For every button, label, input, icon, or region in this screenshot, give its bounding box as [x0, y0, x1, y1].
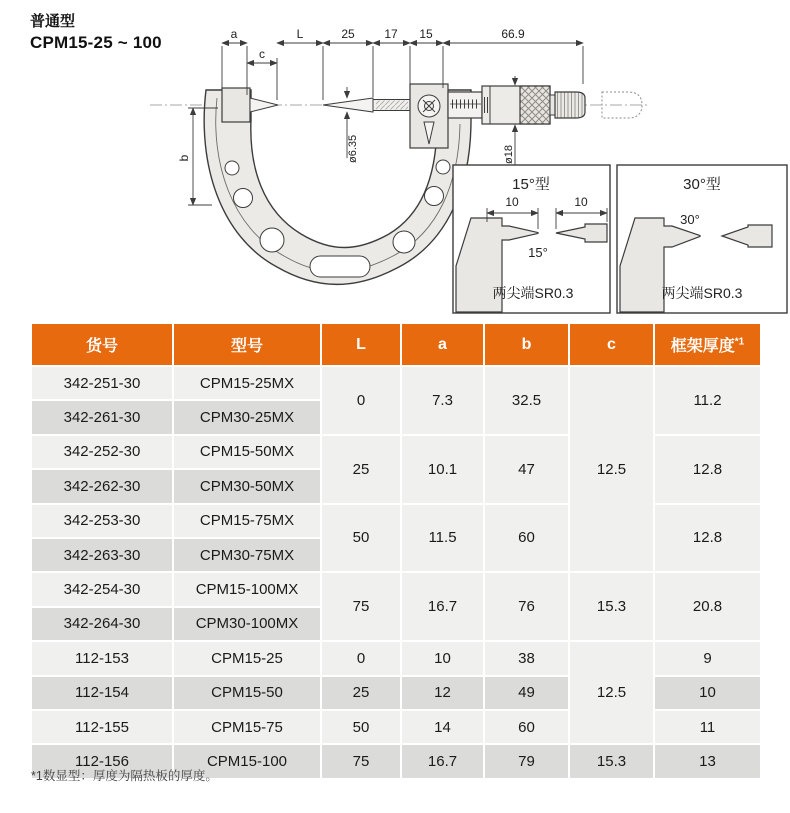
detail15-angle: 15°: [528, 245, 548, 260]
thimble-knurl: [520, 86, 550, 124]
frame-hole: [260, 228, 284, 252]
cell-dim-c: 15.3: [569, 572, 654, 641]
cell-part-no: 112-153: [31, 641, 173, 675]
cell-dim-b: 60: [484, 504, 569, 573]
cell-dim-l: 75: [321, 572, 401, 641]
col-header-part-no: 货号: [31, 323, 173, 366]
cell-model: CPM15-50MX: [173, 435, 321, 469]
ratchet-neck: [550, 95, 555, 115]
cell-model: CPM30-75MX: [173, 538, 321, 572]
col-header-dim-a: a: [401, 323, 484, 366]
frame-hole: [436, 160, 450, 174]
detail30-note: 两尖端SR0.3: [661, 285, 743, 301]
table-row: [31, 641, 761, 675]
cell-dim-b: 32.5: [484, 366, 569, 435]
cell-dim-b: 38: [484, 641, 569, 675]
cell-part-no: 342-263-30: [31, 538, 173, 572]
dim-17-label: 17: [384, 27, 398, 41]
frame-thickness-superscript: *1: [734, 336, 745, 348]
cell-part-no: 342-261-30: [31, 400, 173, 434]
spec-table-head: [31, 323, 761, 366]
detail15-dim-left: 10: [505, 195, 519, 209]
col-header-dim-c: c: [569, 323, 654, 366]
ratchet-knob: [555, 92, 585, 118]
cell-frame-thickness: 11.2: [654, 366, 761, 435]
cell-frame-thickness: 20.8: [654, 572, 761, 641]
cell-model: CPM15-25MX: [173, 366, 321, 400]
cell-dim-l: 50: [321, 504, 401, 573]
cell-dim-b: 76: [484, 572, 569, 641]
cell-model: CPM15-75MX: [173, 504, 321, 538]
micrometer-diagram: [0, 0, 790, 325]
cell-model: CPM30-50MX: [173, 469, 321, 503]
dim-66-9-label: 66.9: [501, 27, 525, 41]
cell-dim-l: 25: [321, 435, 401, 504]
anvil-point: [250, 98, 278, 112]
frame-hole: [393, 231, 415, 253]
dia-6-35-label: ø6.35: [347, 134, 359, 163]
detail15-title: 15°型: [512, 176, 550, 193]
detail30-title: 30°型: [683, 176, 721, 193]
dim-25-label: 25: [341, 27, 355, 41]
cell-dim-l: 50: [321, 710, 401, 744]
spec-table-body: [31, 366, 761, 779]
cell-dim-l: 0: [321, 641, 401, 675]
detail15-dim-right: 10: [574, 195, 588, 209]
cell-part-no: 342-262-30: [31, 469, 173, 503]
dim-a-label: a: [230, 27, 238, 41]
detail-box-15: [453, 165, 610, 313]
detail-box-30: [617, 165, 787, 313]
cell-part-no: 112-154: [31, 676, 173, 710]
cell-model: CPM15-50: [173, 676, 321, 710]
cell-frame-thickness: 12.8: [654, 435, 761, 504]
frame-slot: [310, 256, 370, 277]
cell-part-no: 342-251-30: [31, 366, 173, 400]
cell-model: CPM15-100MX: [173, 572, 321, 606]
col-header-dim-l: L: [321, 323, 401, 366]
spindle-rod-hatch: [376, 101, 408, 110]
cell-dim-l: 75: [321, 744, 401, 778]
frame-hole: [225, 161, 239, 175]
cell-model: CPM30-25MX: [173, 400, 321, 434]
col-header-model: 型号: [173, 323, 321, 366]
anvil-block: [222, 88, 250, 122]
cell-part-no: 342-252-30: [31, 435, 173, 469]
frame-hole: [234, 189, 253, 208]
cell-part-no: 342-254-30: [31, 572, 173, 606]
cell-dim-l: 25: [321, 676, 401, 710]
cell-part-no: 342-264-30: [31, 607, 173, 641]
cell-dim-c: 15.3: [569, 744, 654, 778]
cell-frame-thickness: 9: [654, 641, 761, 675]
spec-table: [30, 322, 762, 780]
header-row: [31, 323, 761, 366]
cell-part-no: 112-156: [31, 744, 173, 778]
detail30-angle: 30°: [680, 212, 700, 227]
cell-dim-b: 60: [484, 710, 569, 744]
cell-dim-a: 16.7: [401, 744, 484, 778]
cell-dim-a: 10: [401, 641, 484, 675]
cell-dim-b: 47: [484, 435, 569, 504]
table-row: [31, 366, 761, 400]
cell-model: CPM15-75: [173, 710, 321, 744]
cell-dim-a: 10.1: [401, 435, 484, 504]
dim-c-label: c: [259, 47, 265, 61]
dia-18-label: ø18: [503, 145, 515, 164]
spindle-point: [323, 98, 373, 112]
cell-dim-a: 11.5: [401, 504, 484, 573]
cell-frame-thickness: 13: [654, 744, 761, 778]
cell-dim-l: 0: [321, 366, 401, 435]
cell-part-no: 112-155: [31, 710, 173, 744]
cell-dim-a: 12: [401, 676, 484, 710]
cell-dim-a: 7.3: [401, 366, 484, 435]
dim-b-label: b: [177, 154, 191, 162]
cell-model: CPM30-100MX: [173, 607, 321, 641]
cell-model: CPM15-100: [173, 744, 321, 778]
table-row: [31, 572, 761, 606]
model-range: CPM15-25 ~ 100: [30, 33, 162, 52]
footnote: *1数显型：厚度为隔热板的厚度。: [31, 769, 218, 783]
type-label: 普通型: [30, 13, 76, 30]
col-header-frame-thickness: 框架厚度$^{*1}$: [654, 323, 761, 366]
cell-frame-thickness: 10: [654, 676, 761, 710]
dim-l-label: L: [296, 27, 304, 41]
cell-model: CPM15-25: [173, 641, 321, 675]
cell-frame-thickness: 12.8: [654, 504, 761, 573]
cell-dim-c: 12.5: [569, 641, 654, 744]
cell-dim-a: 16.7: [401, 572, 484, 641]
cell-frame-thickness: 11: [654, 710, 761, 744]
cell-dim-b: 49: [484, 676, 569, 710]
frame-hole: [425, 187, 444, 206]
col-header-dim-b: b: [484, 323, 569, 366]
cell-dim-a: 14: [401, 710, 484, 744]
cell-dim-c: 12.5: [569, 366, 654, 572]
cell-part-no: 342-253-30: [31, 504, 173, 538]
cell-dim-b: 79: [484, 744, 569, 778]
dim-15-label: 15: [419, 27, 433, 41]
detail15-note: 两尖端SR0.3: [492, 285, 574, 301]
